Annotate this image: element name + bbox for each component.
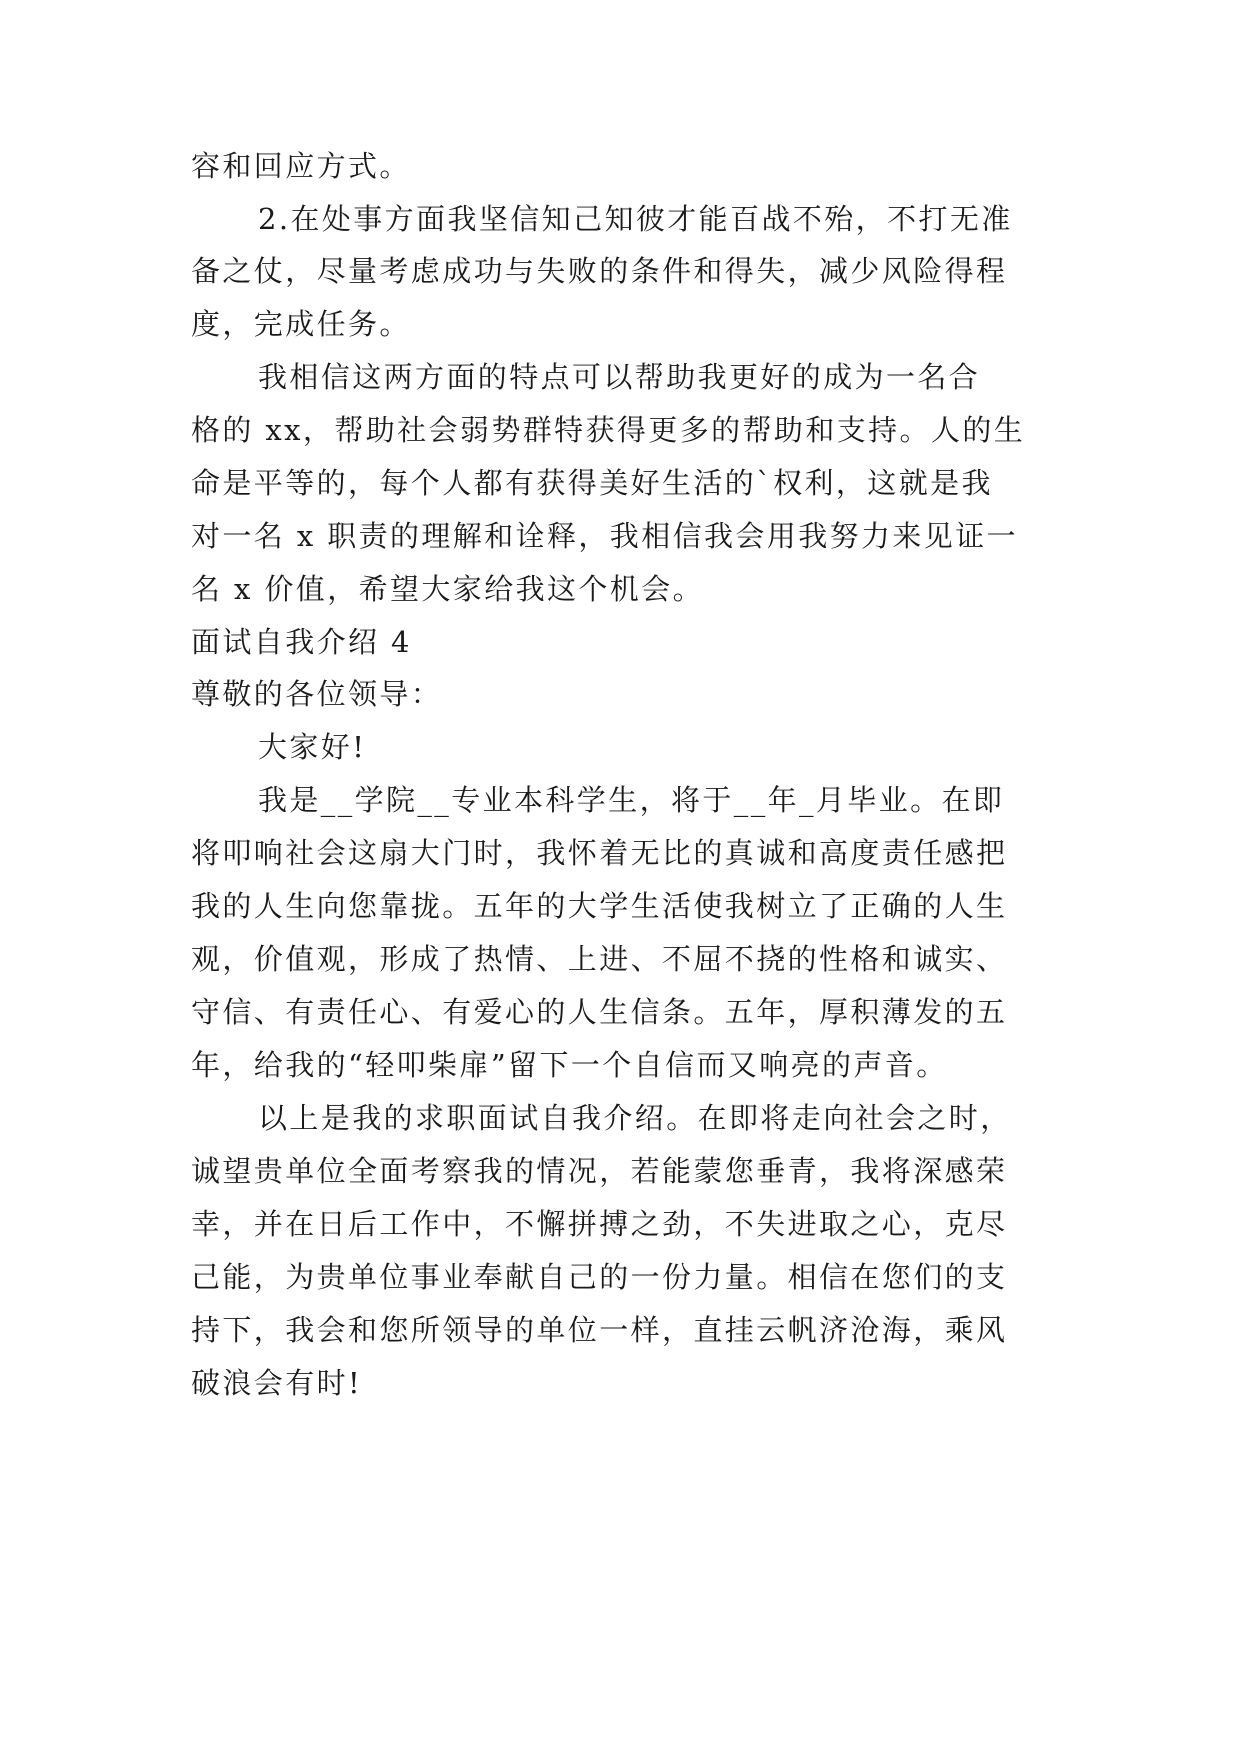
text-line: 己能，为贵单位事业奉献自己的一份力量。相信在您们的支 bbox=[191, 1260, 1008, 1294]
text-line: 格的 xx，帮助社会弱势群特获得更多的帮助和支持。人的生 bbox=[191, 413, 1026, 447]
text-line: 度，完成任务。 bbox=[191, 307, 411, 341]
text-line: 2.在处事方面我坚信知己知彼才能百战不殆，不打无准 bbox=[258, 202, 1013, 236]
text-line: 持下，我会和您所领导的单位一样，直挂云帆济沧海，乘风 bbox=[191, 1313, 1008, 1347]
section-heading: 面试自我介绍 4 bbox=[191, 625, 412, 659]
text-line: 幸，并在日后工作中，不懈拼搏之劲，不失进取之心，克尽 bbox=[191, 1207, 1008, 1241]
text-line: 容和回应方式。 bbox=[191, 149, 411, 183]
text-line: 以上是我的求职面试自我介绍。在即将走向社会之时， bbox=[258, 1101, 1012, 1135]
text-line: 我相信这两方面的特点可以帮助我更好的成为一名合 bbox=[258, 360, 981, 394]
greeting: 大家好! bbox=[258, 730, 367, 764]
text-line: 破浪会有时! bbox=[191, 1366, 363, 1400]
text-line: 备之仗，尽量考虑成功与失败的条件和得失，减少风险得程 bbox=[191, 254, 1008, 288]
text-line: 诚望贵单位全面考察我的情况，若能蒙您垂青，我将深感荣 bbox=[191, 1154, 1008, 1188]
salutation: 尊敬的各位领导： bbox=[191, 677, 443, 711]
text-line: 名 x 价值，希望大家给我这个机会。 bbox=[191, 572, 704, 606]
text-line: 将叩响社会这扇大门时，我怀着无比的真诚和高度责任感把 bbox=[191, 836, 1008, 870]
text-line: 年，给我的“轻叩柴扉”留下一个自信而又响亮的声音。 bbox=[191, 1048, 948, 1082]
text-line: 对一名 x 职责的理解和诠释，我相信我会用我努力来见证一 bbox=[191, 519, 1018, 553]
text-line: 观，价值观，形成了热情、上进、不屈不挠的性格和诚实、 bbox=[191, 942, 1008, 976]
text-line: 我是__学院__专业本科学生，将于__年_月毕业。在即 bbox=[258, 783, 1005, 817]
text-line: 我的人生向您靠拢。五年的大学生活使我树立了正确的人生 bbox=[191, 889, 1008, 923]
text-line: 命是平等的，每个人都有获得美好生活的`权利，这就是我 bbox=[191, 466, 993, 500]
text-line: 守信、有责任心、有爱心的人生信条。五年，厚积薄发的五 bbox=[191, 995, 1008, 1029]
